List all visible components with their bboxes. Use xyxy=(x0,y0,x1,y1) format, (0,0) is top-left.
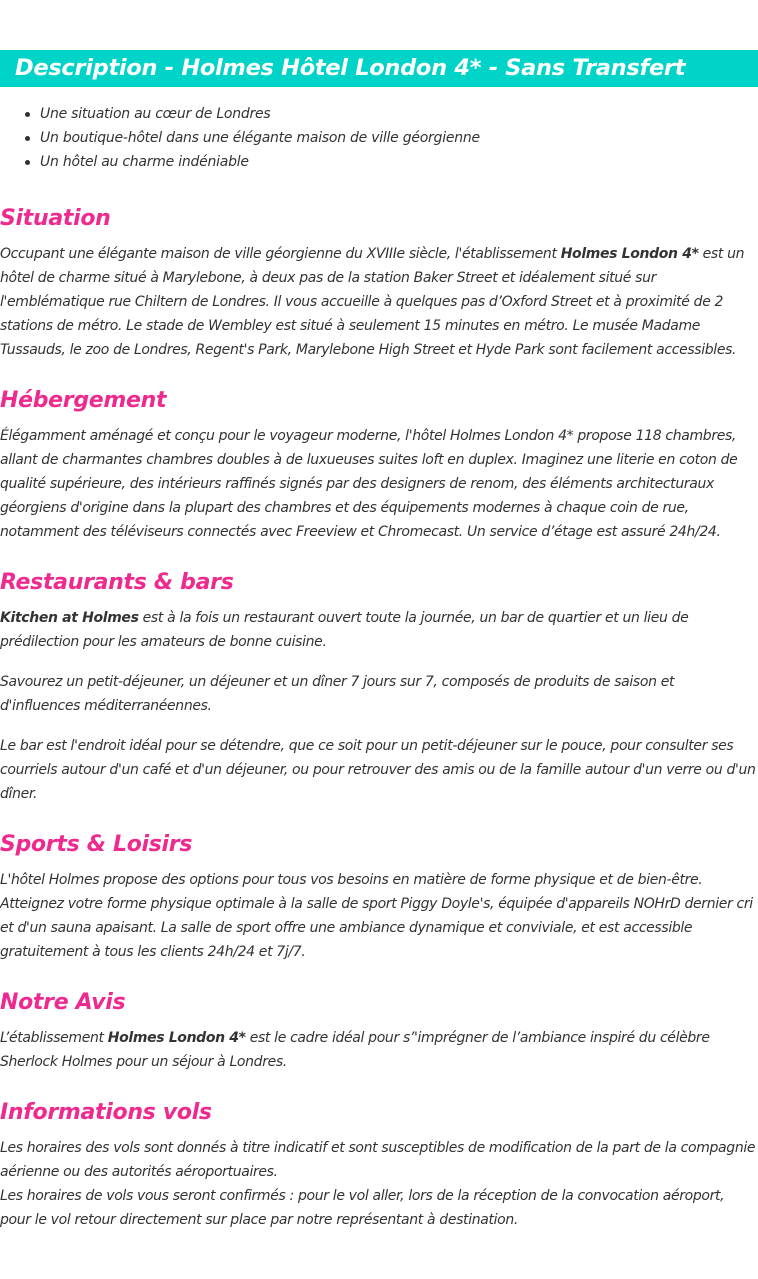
section-paragraph: L'hôtel Holmes propose des options pour tous vos besoins en matière de forme physique et de bien-être. Atteignez votre forme physique optimale à la salle de sport Piggy Doyle's, équipée d'appareils NOHrD dernier cri et d'un sauna apaisant. La salle de sport offre une ambiance dynamique et conviviale, et est accessible gratuitement à tous les clients 24h/24 et 7j/7. xyxy=(0,872,753,960)
section-restaurants xyxy=(0,566,758,806)
highlights-list xyxy=(0,102,758,174)
section-avis xyxy=(0,986,758,1074)
paragraph-text: est un hôtel de charme situé à Marylebone, à deux pas de la station Baker Street et idéalement situé sur l'emblématique rue Chiltern de Londres. Il vous accueille à quelques pas d’Oxford Street et à proximité de 2 stations de métro. Le stade de Wembley est situé à seulement 15 minutes en métro. Le musée Madame Tussauds, le zoo de Londres, Regent's Park, Marylebone High Street et Hyde Park sont facilement accessibles. xyxy=(0,246,745,358)
paragraph-text: est à la fois un restaurant ouvert toute la journée, un bar de quartier et un lieu de prédilection pour les amateurs de bonne cuisine. xyxy=(0,610,689,650)
section-vols xyxy=(0,1096,758,1232)
hotel-name-bold: Holmes London 4* xyxy=(107,1030,246,1046)
bullet-icon xyxy=(25,112,30,117)
section-paragraph: Les horaires des vols sont donnés à titre indicatif et sont susceptibles de modification de la part de la compagnie aérienne ou des autorités aéroportuaires. xyxy=(0,1140,756,1180)
bullet-icon xyxy=(25,136,30,141)
section-paragraph xyxy=(0,606,758,654)
section-heading-situation: Situation xyxy=(0,206,111,231)
section-paragraph xyxy=(0,242,758,362)
section-heading-avis: Notre Avis xyxy=(0,990,126,1015)
restaurant-name-bold: Kitchen at Holmes xyxy=(0,610,139,626)
paragraph-text: L’établissement xyxy=(0,1030,108,1046)
section-hebergement xyxy=(0,384,758,544)
section-heading-restaurants: Restaurants & bars xyxy=(0,570,234,595)
section-paragraph: Le bar est l'endroit idéal pour se détendre, que ce soit pour un petit-déjeuner sur le pouce, pour consulter ses courriels autour d'un café et d'un déjeuner, ou pour retrouver des amis ou de la famille autour d'un verre ou d'un dîner. xyxy=(0,738,756,802)
section-sports xyxy=(0,828,758,964)
highlight-text: Un hôtel au charme indéniable xyxy=(40,154,249,170)
section-paragraph xyxy=(0,1026,758,1074)
section-paragraph: Élégamment aménagé et conçu pour le voyageur moderne, l'hôtel Holmes London 4* propose 118 chambres, allant de charmantes chambres doubles à de luxueuses suites loft en duplex. Imaginez une literie en coton de qualité supérieure, des intérieurs raffinés signés par des designers de renom, des éléments architecturaux géorgiens d'origine dans la plupart des chambres et des équipements modernes à chaque coin de rue, notamment des téléviseurs connectés avec Freeview et Chromecast. Un service d’étage est assuré 24h/24. xyxy=(0,428,738,540)
highlight-item xyxy=(0,126,758,150)
page-title: Description - Holmes Hôtel London 4* - Sans Transfert xyxy=(15,55,686,81)
section-heading-vols: Informations vols xyxy=(0,1100,212,1125)
section-situation xyxy=(0,202,758,362)
paragraph-text: Occupant une élégante maison de ville géorgienne du XVIIIe siècle, l'établissement xyxy=(0,246,561,262)
highlight-text: Un boutique-hôtel dans une élégante maison de ville géorgienne xyxy=(40,130,480,146)
page-title-banner xyxy=(0,50,758,87)
description-content xyxy=(0,202,758,1254)
highlight-text: Une situation au cœur de Londres xyxy=(40,106,271,122)
section-heading-sports: Sports & Loisirs xyxy=(0,832,193,857)
hotel-name-bold: Holmes London 4* xyxy=(560,246,699,262)
paragraph-text: est le cadre idéal pour s’'imprégner de l’ambiance inspiré du célèbre Sherlock Holmes pour un séjour à Londres. xyxy=(0,1030,710,1070)
highlight-item xyxy=(0,102,758,126)
section-paragraph: Les horaires de vols vous seront confirmés : pour le vol aller, lors de la réception de la convocation aéroport, pour le vol retour directement sur place par notre représentant à destination. xyxy=(0,1188,725,1228)
section-paragraph: Savourez un petit-déjeuner, un déjeuner et un dîner 7 jours sur 7, composés de produits de saison et d'influences méditerranéennes. xyxy=(0,674,675,714)
bullet-icon xyxy=(25,160,30,165)
section-heading-hebergement: Hébergement xyxy=(0,388,167,413)
highlight-item xyxy=(0,150,758,174)
